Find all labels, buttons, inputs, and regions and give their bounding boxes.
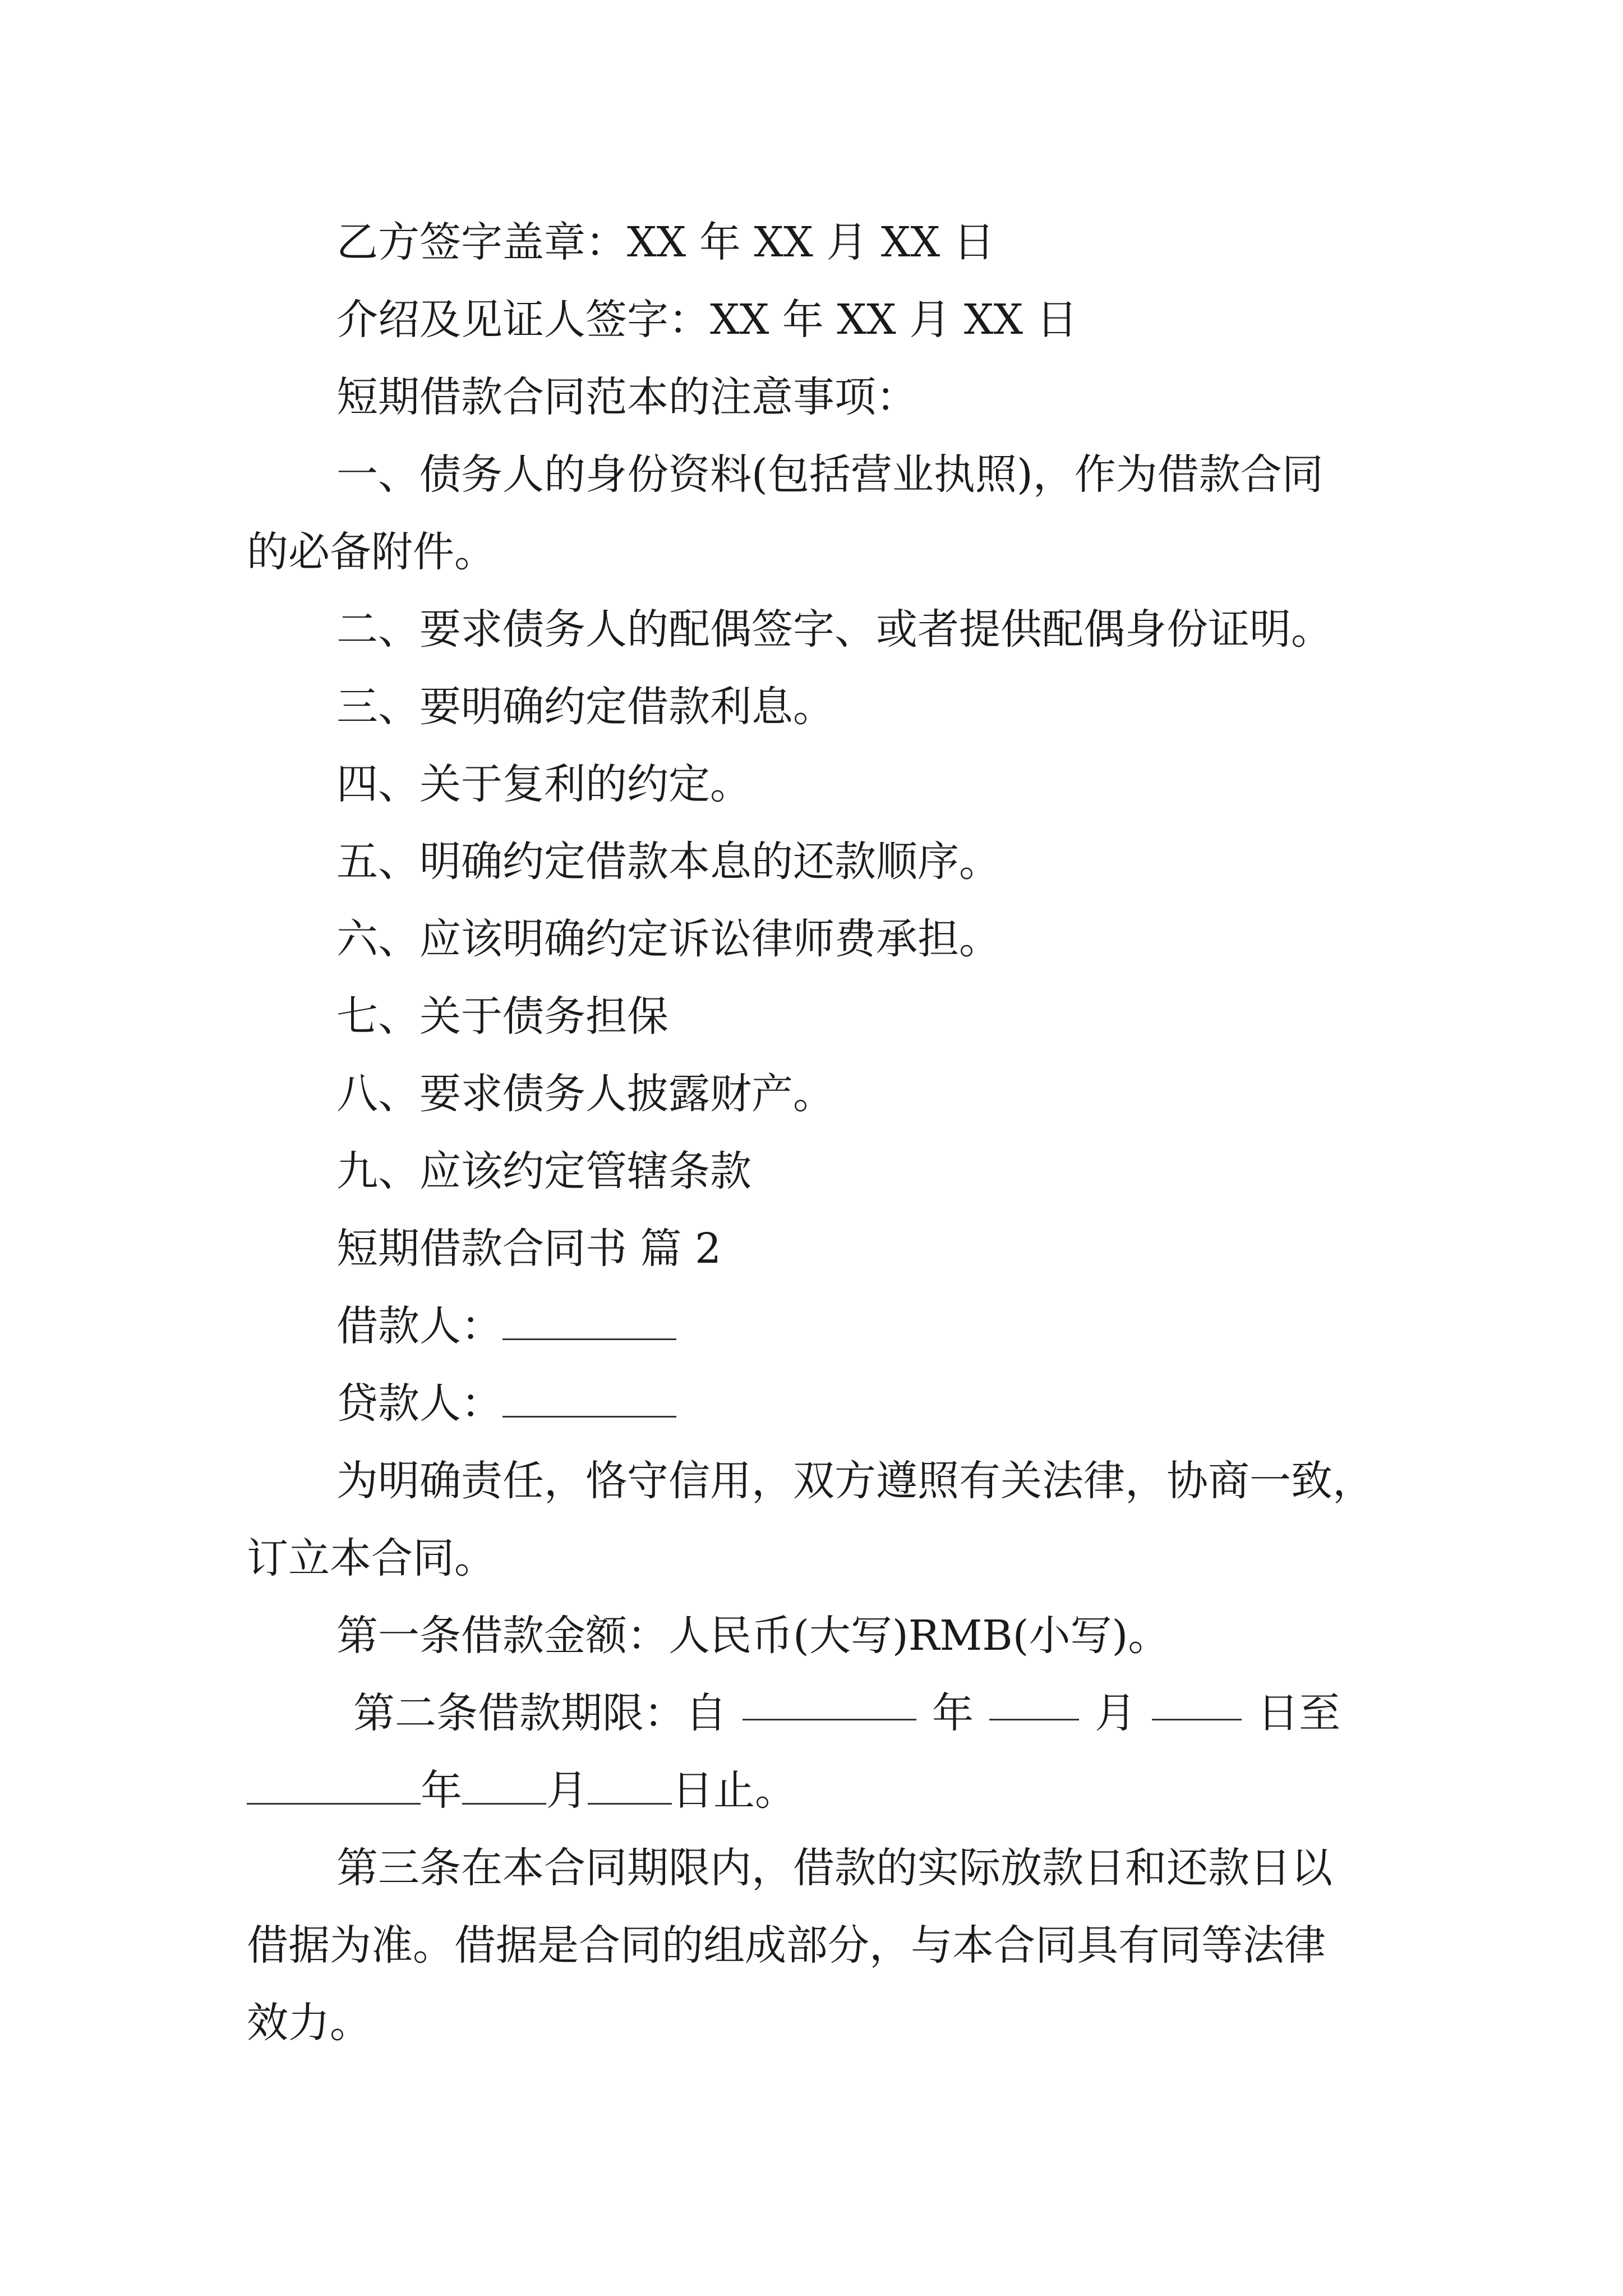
note-1-part-2: 的必备附件。: [247, 528, 496, 576]
section-title: 短期借款合同书 篇 2: [336, 1225, 722, 1273]
article-2-part-1: [247, 1685, 1340, 1741]
notes-heading: 短期借款合同范本的注意事项：: [336, 373, 917, 421]
article-2-label: 第二条借款期限：自: [353, 1689, 727, 1737]
note-9: 九、应该约定管辖条款: [336, 1147, 751, 1195]
note-8: 八、要求债务人披露财产。: [336, 1070, 834, 1118]
lender-line: [336, 1375, 676, 1432]
article-3-part-1: 第三条在本合同期限内，借款的实际放款日和还款日以: [336, 1844, 1332, 1892]
lender-label: 贷款人：: [336, 1379, 502, 1428]
article-3-part-2: 借据为准。借据是合同的组成部分，与本合同具有同等法律: [247, 1921, 1326, 1970]
end-year-blank: [247, 1769, 421, 1805]
start-day-label: 日至: [1257, 1689, 1340, 1737]
end-day-label: 日止。: [672, 1766, 796, 1815]
end-day-blank: [588, 1769, 672, 1805]
note-4: 四、关于复利的约定。: [336, 760, 751, 808]
note-6: 六、应该明确约定诉讼律师费承担。: [336, 915, 1000, 963]
end-month-blank: [462, 1769, 546, 1805]
start-month-label: 月: [1095, 1689, 1136, 1737]
end-year-label: 年: [421, 1766, 462, 1815]
note-2: 二、要求债务人的配偶签字、或者提供配偶身份证明。: [336, 605, 1332, 654]
article-1: 第一条借款金额：人民币(大写)RMB(小写)。: [336, 1612, 1170, 1660]
preamble-part-1: 为明确责任，恪守信用，双方遵照有关法律，协商一致，: [336, 1457, 1374, 1505]
note-5: 五、明确约定借款本息的还款顺序。: [336, 838, 1000, 886]
start-day-blank: [1152, 1685, 1242, 1720]
article-2-part-2: [247, 1763, 796, 1819]
signature-line-party-b: 乙方签字盖章：XX 年 XX 月 XX 日: [336, 218, 995, 266]
note-3: 三、要明确约定借款利息。: [336, 683, 834, 731]
article-3-part-3: 效力。: [247, 1999, 371, 2047]
preamble-part-2: 订立本合同。: [247, 1534, 496, 1582]
note-1-part-1: 一、债务人的身份资料(包括营业执照)，作为借款合同: [336, 450, 1324, 499]
borrower-line: [336, 1298, 676, 1354]
start-year-blank: [743, 1685, 916, 1720]
note-7: 七、关于债务担保: [336, 992, 668, 1041]
lender-blank: [502, 1382, 676, 1418]
start-year-label: 年: [932, 1689, 974, 1737]
start-month-blank: [989, 1685, 1079, 1720]
signature-line-witness: 介绍及见证人签字：XX 年 XX 月 XX 日: [336, 296, 1078, 344]
end-month-label: 月: [546, 1766, 588, 1815]
borrower-blank: [502, 1305, 676, 1340]
borrower-label: 借款人：: [336, 1302, 502, 1350]
